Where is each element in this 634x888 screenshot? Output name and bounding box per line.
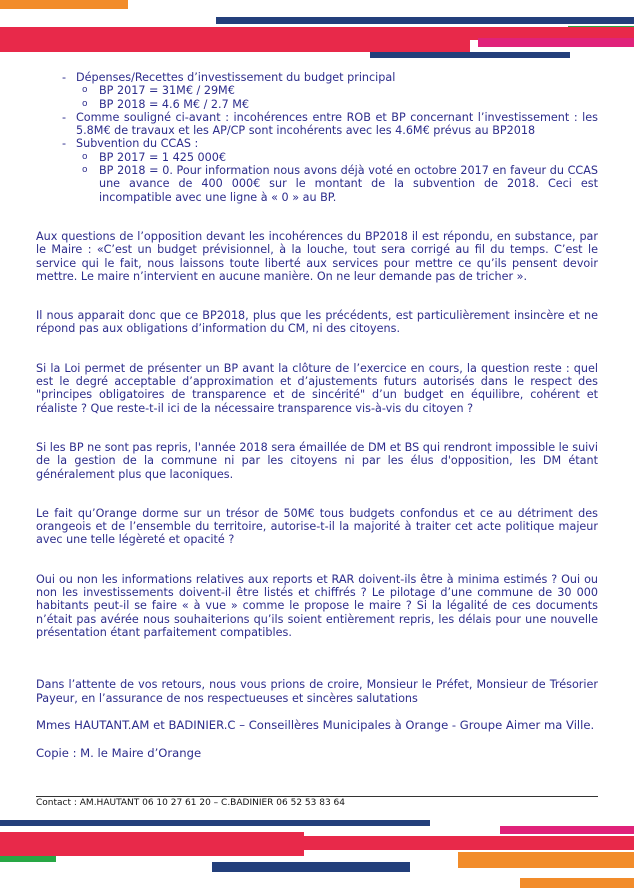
stripe-orange-bottom-2 [520, 878, 634, 888]
bullet-ccas [76, 137, 598, 203]
stripe-navy-bottom [0, 820, 430, 826]
stripe-navy-bottom-2 [212, 862, 410, 872]
sub-bullet: o BP 2017 = 1 425 000€ [99, 151, 598, 164]
bullet-ccas-sublist [76, 151, 598, 204]
copy-line: Copie : M. le Maire d’Orange [36, 745, 202, 760]
stripe-red-bottom [0, 832, 304, 856]
stripe-red-bottom-right [304, 836, 634, 850]
stripe-orange-top [0, 0, 128, 9]
contact-line: Contact : AM.HAUTANT 06 10 27 61 20 – C.BADINIER 06 52 53 83 64 [36, 798, 345, 808]
paragraph-opposition-questions: Aux questions de l’opposition devant les incohérences du BP2018 il est répondu, en substance, par le Maire : «C’est un budget prévisionnel, à la louche, tout sera corrigé au fil du temps. C’est le service qui le fait, nous laissons toute liberté aux services pour mettre ce qu’ils pensent devoir mettre. Le maire n’intervient en aucune manière. On ne leur demande pas de tricher ». [36, 229, 598, 283]
bullet-investment-title: Dépenses/Recettes d’investissement du budget principal [76, 71, 396, 84]
bullet-incoherence-text: Comme souligné ci-avant : incohérences entre ROB et BP concernant l’investissement : les 5.8M€ de travaux et les AP/CP sont incohérents avec les 4.6M€ prévus au BP2018 [76, 110, 598, 138]
bullet-investment [76, 71, 598, 111]
stripe-navy-top [216, 17, 634, 24]
paragraph-questions: Oui ou non les informations relatives aux reports et RAR doivent-ils être à minima estimés ? Oui ou non les investissements doivent-il être listés et chiffrés ? Le pilotage d’une commune de 30 000 habitants peut-il se faire « à vue » comme le propose le maire ? Si la légalité de ces documents n’était pas avérée nous souhaiterions qu’ils soient entièrement repris, les délais pour une nouvelle présentation étant parfaitement compatibles. [36, 572, 598, 639]
paragraph-treasure: Le fait qu’Orange dorme sur un trésor de 50M€ tous budgets confondus et ce au détriment des orangeois et de l’ensemble du territoire, autorise-t-il la majorité à traiter cet acte politique majeur avec une telle légèreté et opacité ? [36, 506, 598, 547]
paragraph-closing: Dans l’attente de vos retours, nous vous prions de croire, Monsieur le Préfet, Monsieur de Trésorier Payeur, en l’assurance de nos respectueuses et sincères salutations [36, 678, 598, 705]
bullet-ccas-title: Subvention du CCAS : [76, 137, 199, 151]
letter-body [36, 71, 598, 761]
bullet-incoherence [76, 111, 598, 138]
bullet-investment-sublist [76, 84, 598, 111]
stripe-orange-bottom [458, 852, 634, 868]
stripe-navy-top-2 [370, 52, 570, 58]
stripe-magenta-top [478, 38, 634, 47]
stripe-magenta-bottom [500, 826, 634, 834]
paragraph-dm-bs: Si les BP ne sont pas repris, l'année 2018 sera émaillée de DM et BS qui rendront impossible le suivi de la gestion de la commune ni par les citoyens ni par les élus d'opposition, les DM étant généralement plus que laconiques. [36, 440, 598, 481]
sub-bullet: o BP 2017 = 31M€ / 29M€ [99, 84, 598, 97]
stripe-red-top-2 [0, 40, 470, 52]
footer-divider [36, 796, 598, 797]
sub-bullet: o BP 2018 = 0. Pour information nous avons déjà voté en octobre 2017 en faveur du CCAS une avance de 400 000€ sur le montant de la subvention de 2018. Ceci est incompatible avec une ligne à « 0 » au BP. [99, 164, 598, 204]
paragraph-insincere-bp: Il nous apparait donc que ce BP2018, plus que les précédents, est particulièrement insincère et ne répond pas aux obligations d’information du CM, ni des citoyens. [36, 309, 598, 336]
budget-bullet-list [36, 71, 598, 204]
paragraph-law-question: Si la Loi permet de présenter un BP avant la clôture de l’exercice en cours, la question reste : quel est le degré acceptable d’approximation et d’ajustements futurs autorisés dans le respect des "principes obligatoires de transparence et de sincérité" d’un budget en équilibre, cohérent et réaliste ? Que reste-t-il ici de la nécessaire transparence vis-à-vis du citoyen ? [36, 361, 598, 415]
signature: Mmes HAUTANT.AM et BADINIER.C – Conseillères Municipales à Orange - Groupe Aimer ma Ville. [36, 717, 595, 732]
stripe-green-bottom [0, 856, 56, 862]
sub-bullet: o BP 2018 = 4.6 M€ / 2.7 M€ [99, 98, 598, 111]
